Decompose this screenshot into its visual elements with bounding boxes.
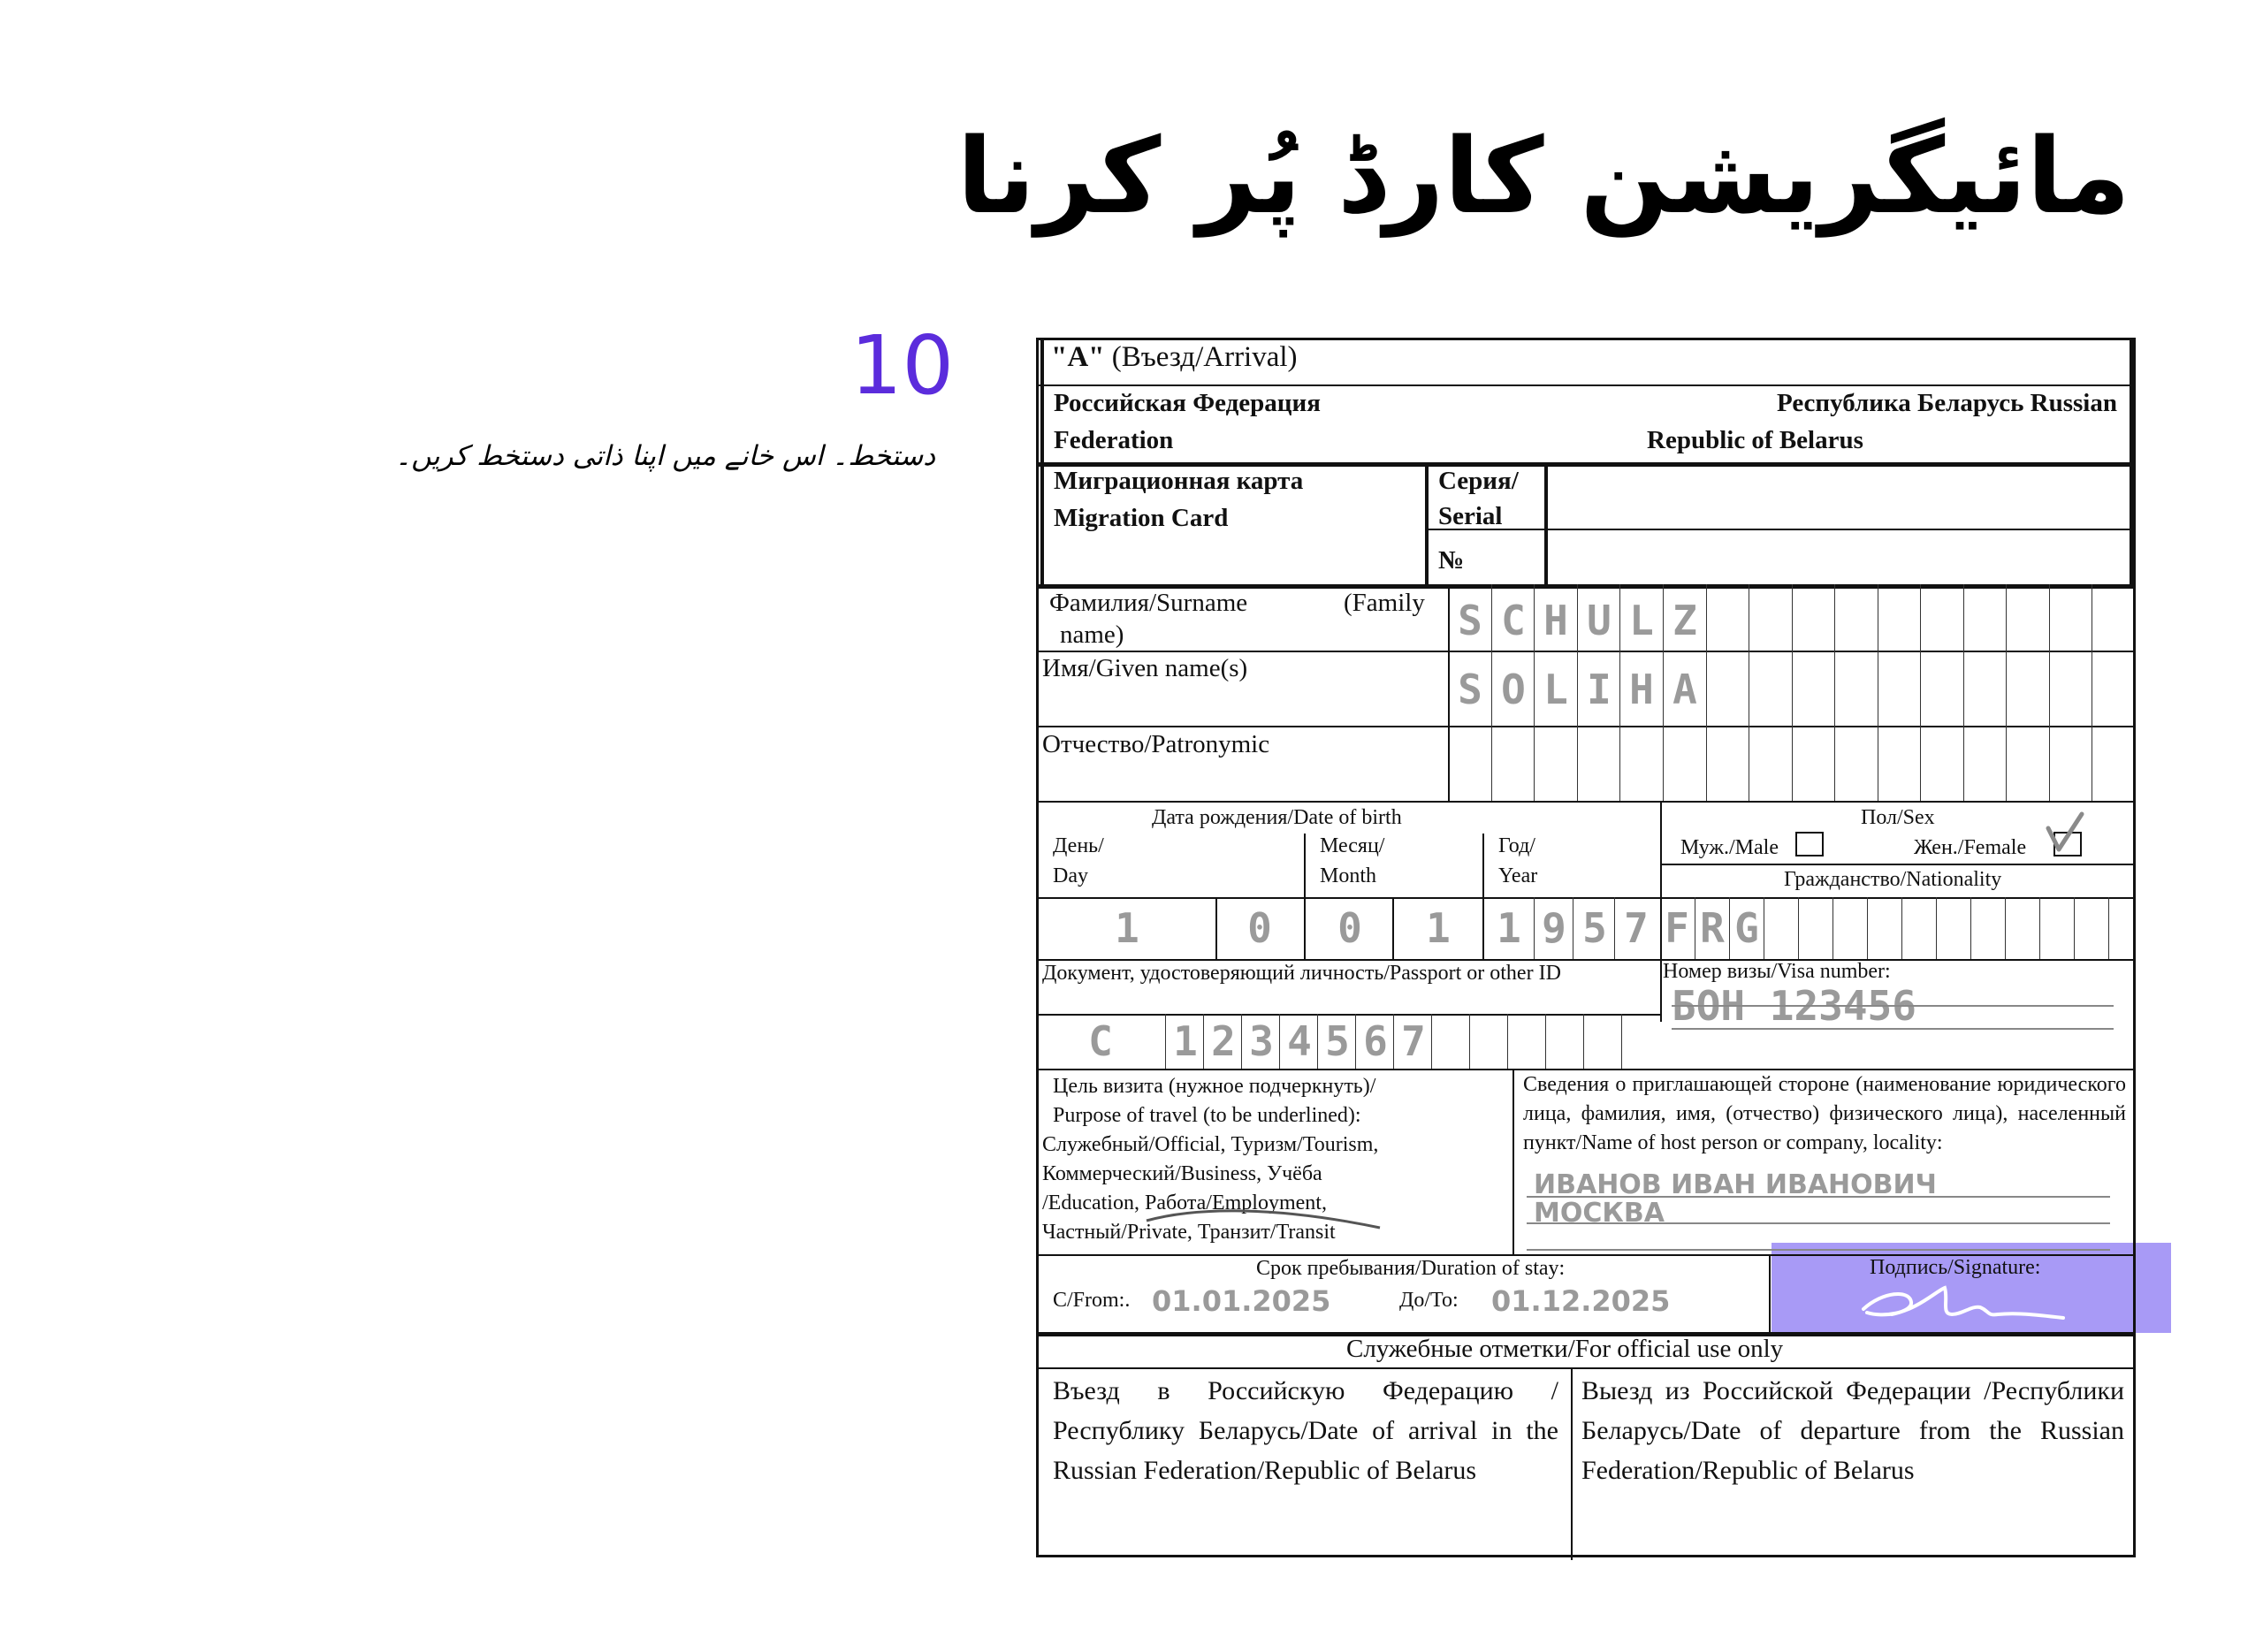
- visa-label: Номер визы/Visa number:: [1663, 960, 1891, 983]
- to-label: До/To:: [1399, 1289, 1459, 1312]
- employment-underline: [1145, 1207, 1383, 1231]
- step-number: 10: [850, 318, 955, 413]
- given-name-letter[interactable]: L: [1543, 666, 1568, 713]
- purpose-line: Purpose of travel (to be underlined):: [1053, 1104, 1361, 1127]
- dob-digit[interactable]: 1: [1115, 904, 1139, 952]
- passport-char[interactable]: C: [1088, 1017, 1113, 1065]
- nationality-letter[interactable]: F: [1665, 904, 1689, 952]
- given-name-letter[interactable]: A: [1672, 666, 1697, 713]
- passport-char[interactable]: 3: [1249, 1017, 1274, 1065]
- male-label: Муж./Male: [1680, 836, 1779, 859]
- purpose-line: /Education, Работа/Employment,: [1042, 1191, 1327, 1214]
- patronymic-label: Отчество/Patronymic: [1042, 730, 1270, 758]
- year-label-en: Year: [1498, 864, 1538, 887]
- surname-letter[interactable]: U: [1587, 597, 1612, 644]
- step-instruction: دستخط۔ اس خانے میں اپنا ذاتی دستخط کریں۔: [395, 440, 935, 472]
- country-left-line1: Российская Федерация: [1054, 389, 1321, 417]
- purpose-line: Цель визита (нужное подчеркнуть)/: [1053, 1075, 1376, 1098]
- dob-digit[interactable]: 1: [1426, 904, 1451, 952]
- day-label-ru: День/: [1053, 834, 1104, 857]
- year-label-ru: Год/: [1498, 834, 1535, 857]
- to-date-value[interactable]: 01.12.2025: [1491, 1284, 1671, 1318]
- surname-letter[interactable]: S: [1458, 597, 1482, 644]
- visa-number-value[interactable]: БОН 123456: [1672, 982, 1916, 1030]
- dob-digit[interactable]: 0: [1247, 904, 1272, 952]
- surname-letter[interactable]: L: [1629, 597, 1654, 644]
- surname-label: Фамилия/Surname: [1049, 589, 1248, 617]
- given-name-letter[interactable]: I: [1587, 666, 1612, 713]
- month-label-ru: Месяц/: [1320, 834, 1385, 857]
- page-title: مائیگریشن کارڈ پُر کرنا: [956, 115, 2130, 237]
- host-city-value[interactable]: МОСКВА: [1534, 1198, 1665, 1229]
- stay-label: Срок пребывания/Duration of stay:: [1256, 1257, 1566, 1280]
- departure-date-box: Выезд из Российской Федерации /Республики Беларусь/Date of departure from the Russian Federation/Republic of Belarus: [1581, 1376, 2124, 1485]
- signature-drawing[interactable]: [1856, 1283, 2069, 1327]
- surname-letter[interactable]: C: [1501, 597, 1526, 644]
- given-name-letter[interactable]: H: [1629, 666, 1654, 713]
- purpose-line: Частный/Private, Транзит/Transit: [1042, 1221, 1336, 1244]
- day-label-en: Day: [1053, 864, 1088, 887]
- dob-digit[interactable]: 1: [1497, 904, 1521, 952]
- host-label: Сведения о приглашающей стороне (наименование юридического лица, фамилия, имя, (отчество) физического лица), населенный пункт/Name of host person or company, locality:: [1523, 1073, 2126, 1154]
- migration-card: [1036, 338, 2136, 1557]
- host-name-value[interactable]: ИВАНОВ ИВАН ИВАНОВИЧ: [1534, 1169, 1937, 1200]
- country-right-line2: Republic of Belarus: [1647, 426, 1863, 454]
- female-label: Жен./Female: [1914, 836, 2027, 859]
- nationality-letter[interactable]: R: [1700, 904, 1725, 952]
- dob-digit[interactable]: 0: [1337, 904, 1362, 952]
- surname-letter[interactable]: H: [1543, 597, 1568, 644]
- surname-label-extra: (Family: [1344, 589, 1425, 617]
- dob-digit[interactable]: 5: [1582, 904, 1607, 952]
- purpose-line: Коммерческий/Business, Учёба: [1042, 1162, 1322, 1185]
- given-name-letter[interactable]: S: [1458, 666, 1482, 713]
- passport-char[interactable]: 1: [1173, 1017, 1198, 1065]
- female-check-icon: [2045, 811, 2085, 855]
- passport-char[interactable]: 4: [1287, 1017, 1312, 1065]
- dob-digit[interactable]: 9: [1542, 904, 1566, 952]
- nationality-letter[interactable]: G: [1734, 904, 1759, 952]
- passport-char[interactable]: 2: [1211, 1017, 1236, 1065]
- from-date-value[interactable]: 01.01.2025: [1152, 1284, 1331, 1318]
- month-label-en: Month: [1320, 864, 1377, 887]
- passport-char[interactable]: 7: [1401, 1017, 1426, 1065]
- card-title-en: Migration Card: [1054, 504, 1229, 532]
- serial-label-ru: Серия/: [1438, 467, 1519, 495]
- official-use-label: Служебные отметки/For official use only: [1346, 1335, 1784, 1363]
- given-name-letter[interactable]: O: [1501, 666, 1526, 713]
- number-label: №: [1438, 546, 1465, 575]
- country-right-line1: Республика Беларусь Russian: [1777, 389, 2117, 417]
- document-label: Документ, удостоверяющий личность/Passport or other ID: [1042, 962, 1561, 985]
- card-title-ru: Миграционная карта: [1054, 467, 1304, 495]
- purpose-line: Служебный/Official, Туризм/Tourism,: [1042, 1133, 1379, 1156]
- passport-char[interactable]: 6: [1363, 1017, 1388, 1065]
- from-label: С/From:.: [1053, 1289, 1131, 1312]
- surname-label-line2: name): [1060, 620, 1124, 649]
- sex-label: Пол/Sex: [1861, 806, 1935, 829]
- serial-label-en: Serial: [1438, 502, 1503, 530]
- country-left-line2: Federation: [1054, 426, 1174, 454]
- arrival-header: "A" (Въезд/Arrival): [1051, 341, 1298, 373]
- arrival-date-box: Въезд в Российскую Федерацию /Республику Беларусь/Date of arrival in the Russian Federation/Republic of Belarus: [1053, 1376, 1558, 1485]
- signature-label: Подпись/Signature:: [1870, 1256, 2041, 1279]
- dob-label: Дата рождения/Date of birth: [1152, 806, 1402, 829]
- given-name-label: Имя/Given name(s): [1042, 654, 1248, 682]
- passport-char[interactable]: 5: [1325, 1017, 1350, 1065]
- nationality-label: Гражданство/Nationality: [1784, 868, 2002, 891]
- dob-digit[interactable]: 7: [1624, 904, 1649, 952]
- surname-letter[interactable]: Z: [1672, 597, 1697, 644]
- male-checkbox[interactable]: [1795, 832, 1824, 856]
